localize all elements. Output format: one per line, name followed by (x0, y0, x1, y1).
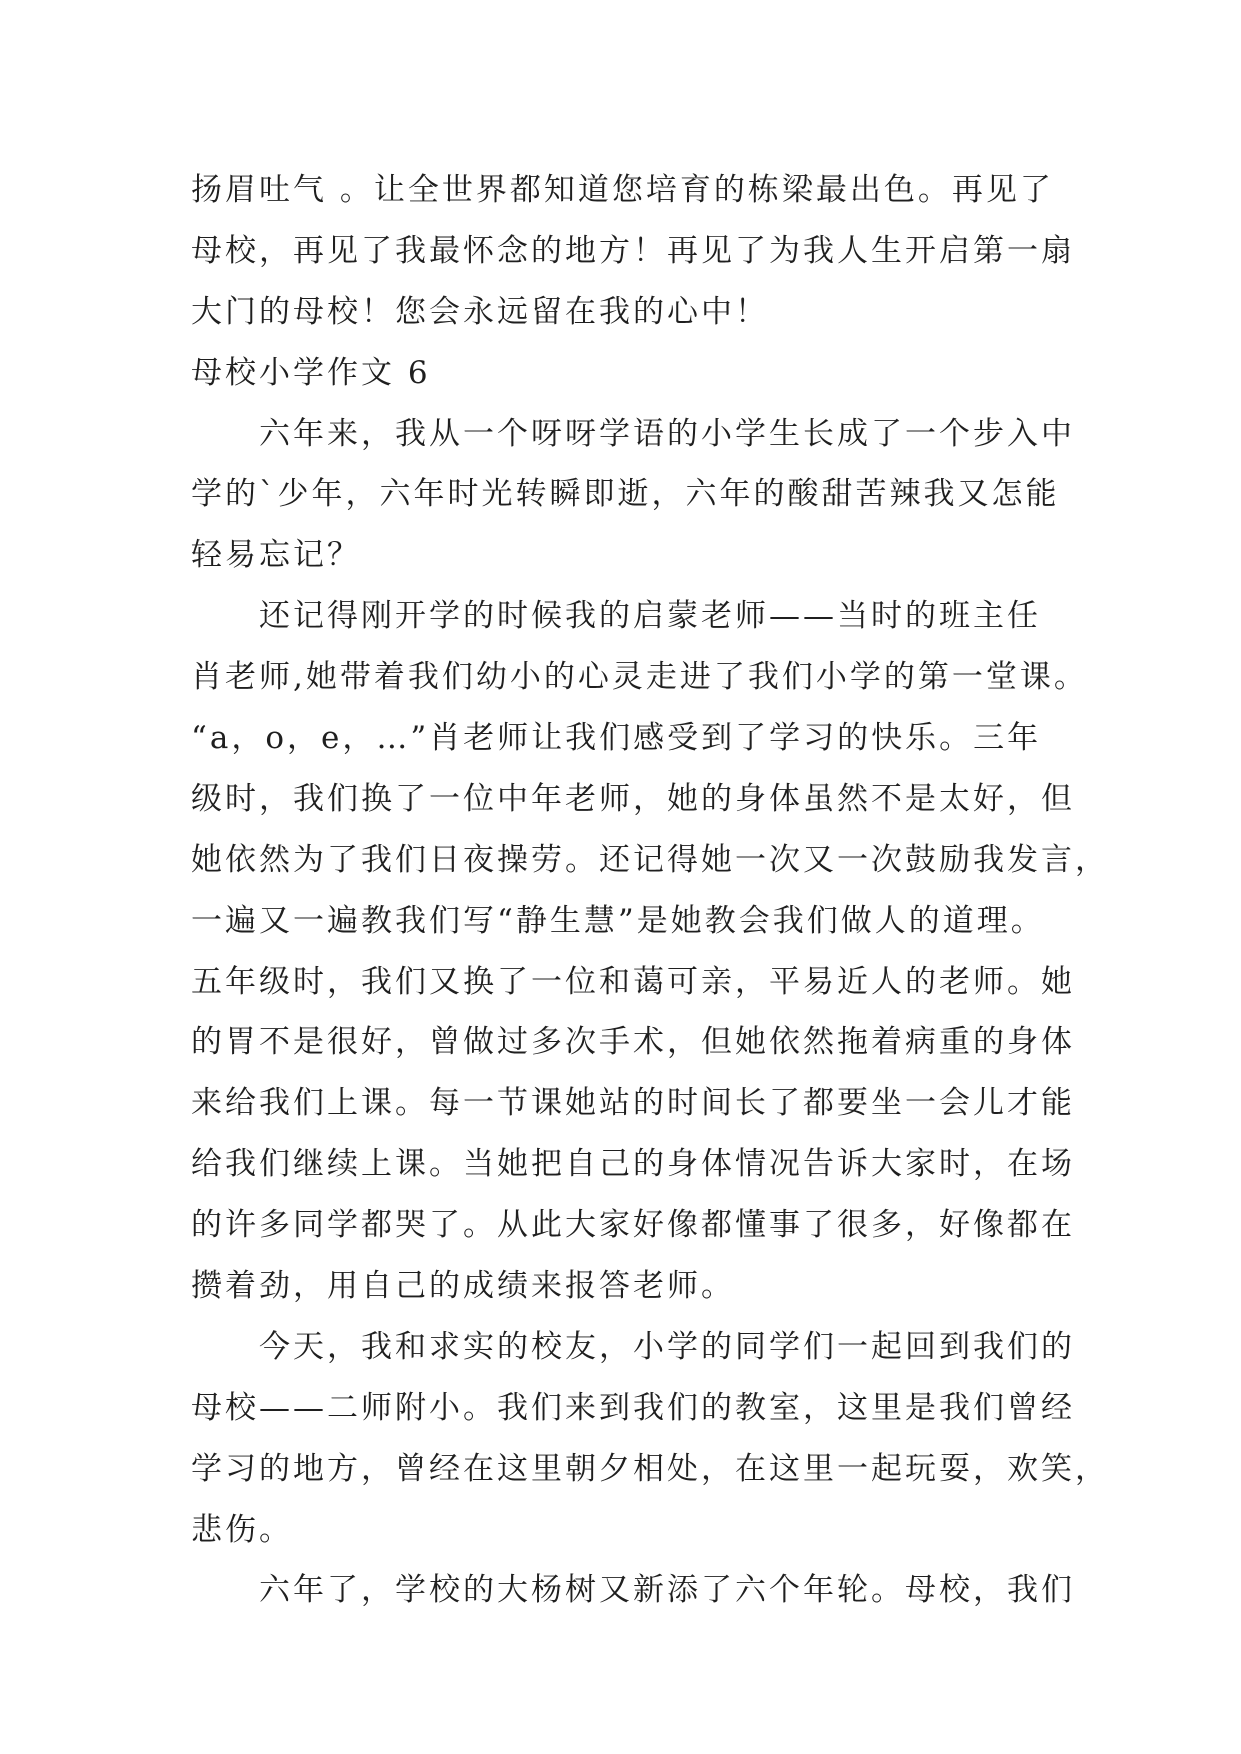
paragraph-line: 学的`少年，六年时光转瞬即逝，六年的酸甜苦辣我又怎能 (191, 476, 1060, 513)
paragraph-line: 五年级时，我们又换了一位和蔼可亲，平易近人的老师。她 (191, 963, 1075, 1000)
paragraph-line: 一遍又一遍教我们写“静生慧”是她教会我们做人的道理。 (191, 902, 1045, 939)
paragraph-line: 大门的母校！您会永远留在我的心中！ (191, 293, 769, 330)
paragraph-line: 扬眉吐气 。让全世界都知道您培育的栋梁最出色。再见了 (191, 172, 1054, 208)
paragraph-line: 悲伤。 (191, 1511, 293, 1548)
paragraph-line: 的胃不是很好，曾做过多次手术，但她依然拖着病重的身体 (191, 1024, 1075, 1061)
document-page (191, 160, 1109, 1621)
paragraph-line: 攒着劲，用自己的成绩来报答老师。 (191, 1268, 735, 1305)
paragraph-line: 给我们继续上课。当她把自己的身体情况告诉大家时，在场 (191, 1146, 1075, 1183)
paragraph-line: 轻易忘记？ (191, 537, 361, 574)
paragraph-line: 级时，我们换了一位中年老师，她的身体虽然不是太好，但 (191, 780, 1075, 817)
paragraph-line: 的许多同学都哭了。从此大家好像都懂事了很多，好像都在 (191, 1207, 1075, 1244)
paragraph-line: “a，o，e，…”肖老师让我们感受到了学习的快乐。三年 (191, 720, 1042, 757)
paragraph-line: 六年了，学校的大杨树又新添了六个年轮。母校，我们 (259, 1572, 1075, 1609)
paragraph-line: 来给我们上课。每一节课她站的时间长了都要坐一会儿才能 (191, 1085, 1075, 1122)
paragraph-line: 六年来，我从一个呀呀学语的小学生长成了一个步入中 (259, 415, 1075, 452)
paragraph-line: 她依然为了我们日夜操劳。还记得她一次又一次鼓励我发言， (191, 841, 1109, 878)
paragraph-line: 学习的地方，曾经在这里朝夕相处，在这里一起玩耍，欢笑， (191, 1450, 1109, 1487)
paragraph-line: 母校——二师附小。我们来到我们的教室，这里是我们曾经 (191, 1389, 1075, 1426)
paragraph-line: 肖老师,她带着我们幼小的心灵走进了我们小学的第一堂课。 (191, 659, 1088, 696)
paragraph-line: 今天，我和求实的校友，小学的同学们一起回到我们的 (259, 1328, 1075, 1365)
paragraph-line: 母校，再见了我最怀念的地方！再见了为我人生开启第一扇 (191, 232, 1075, 269)
section-heading: 母校小学作文 6 (191, 354, 431, 391)
paragraph-line: 还记得刚开学的时候我的启蒙老师——当时的班主任 (259, 598, 1041, 635)
